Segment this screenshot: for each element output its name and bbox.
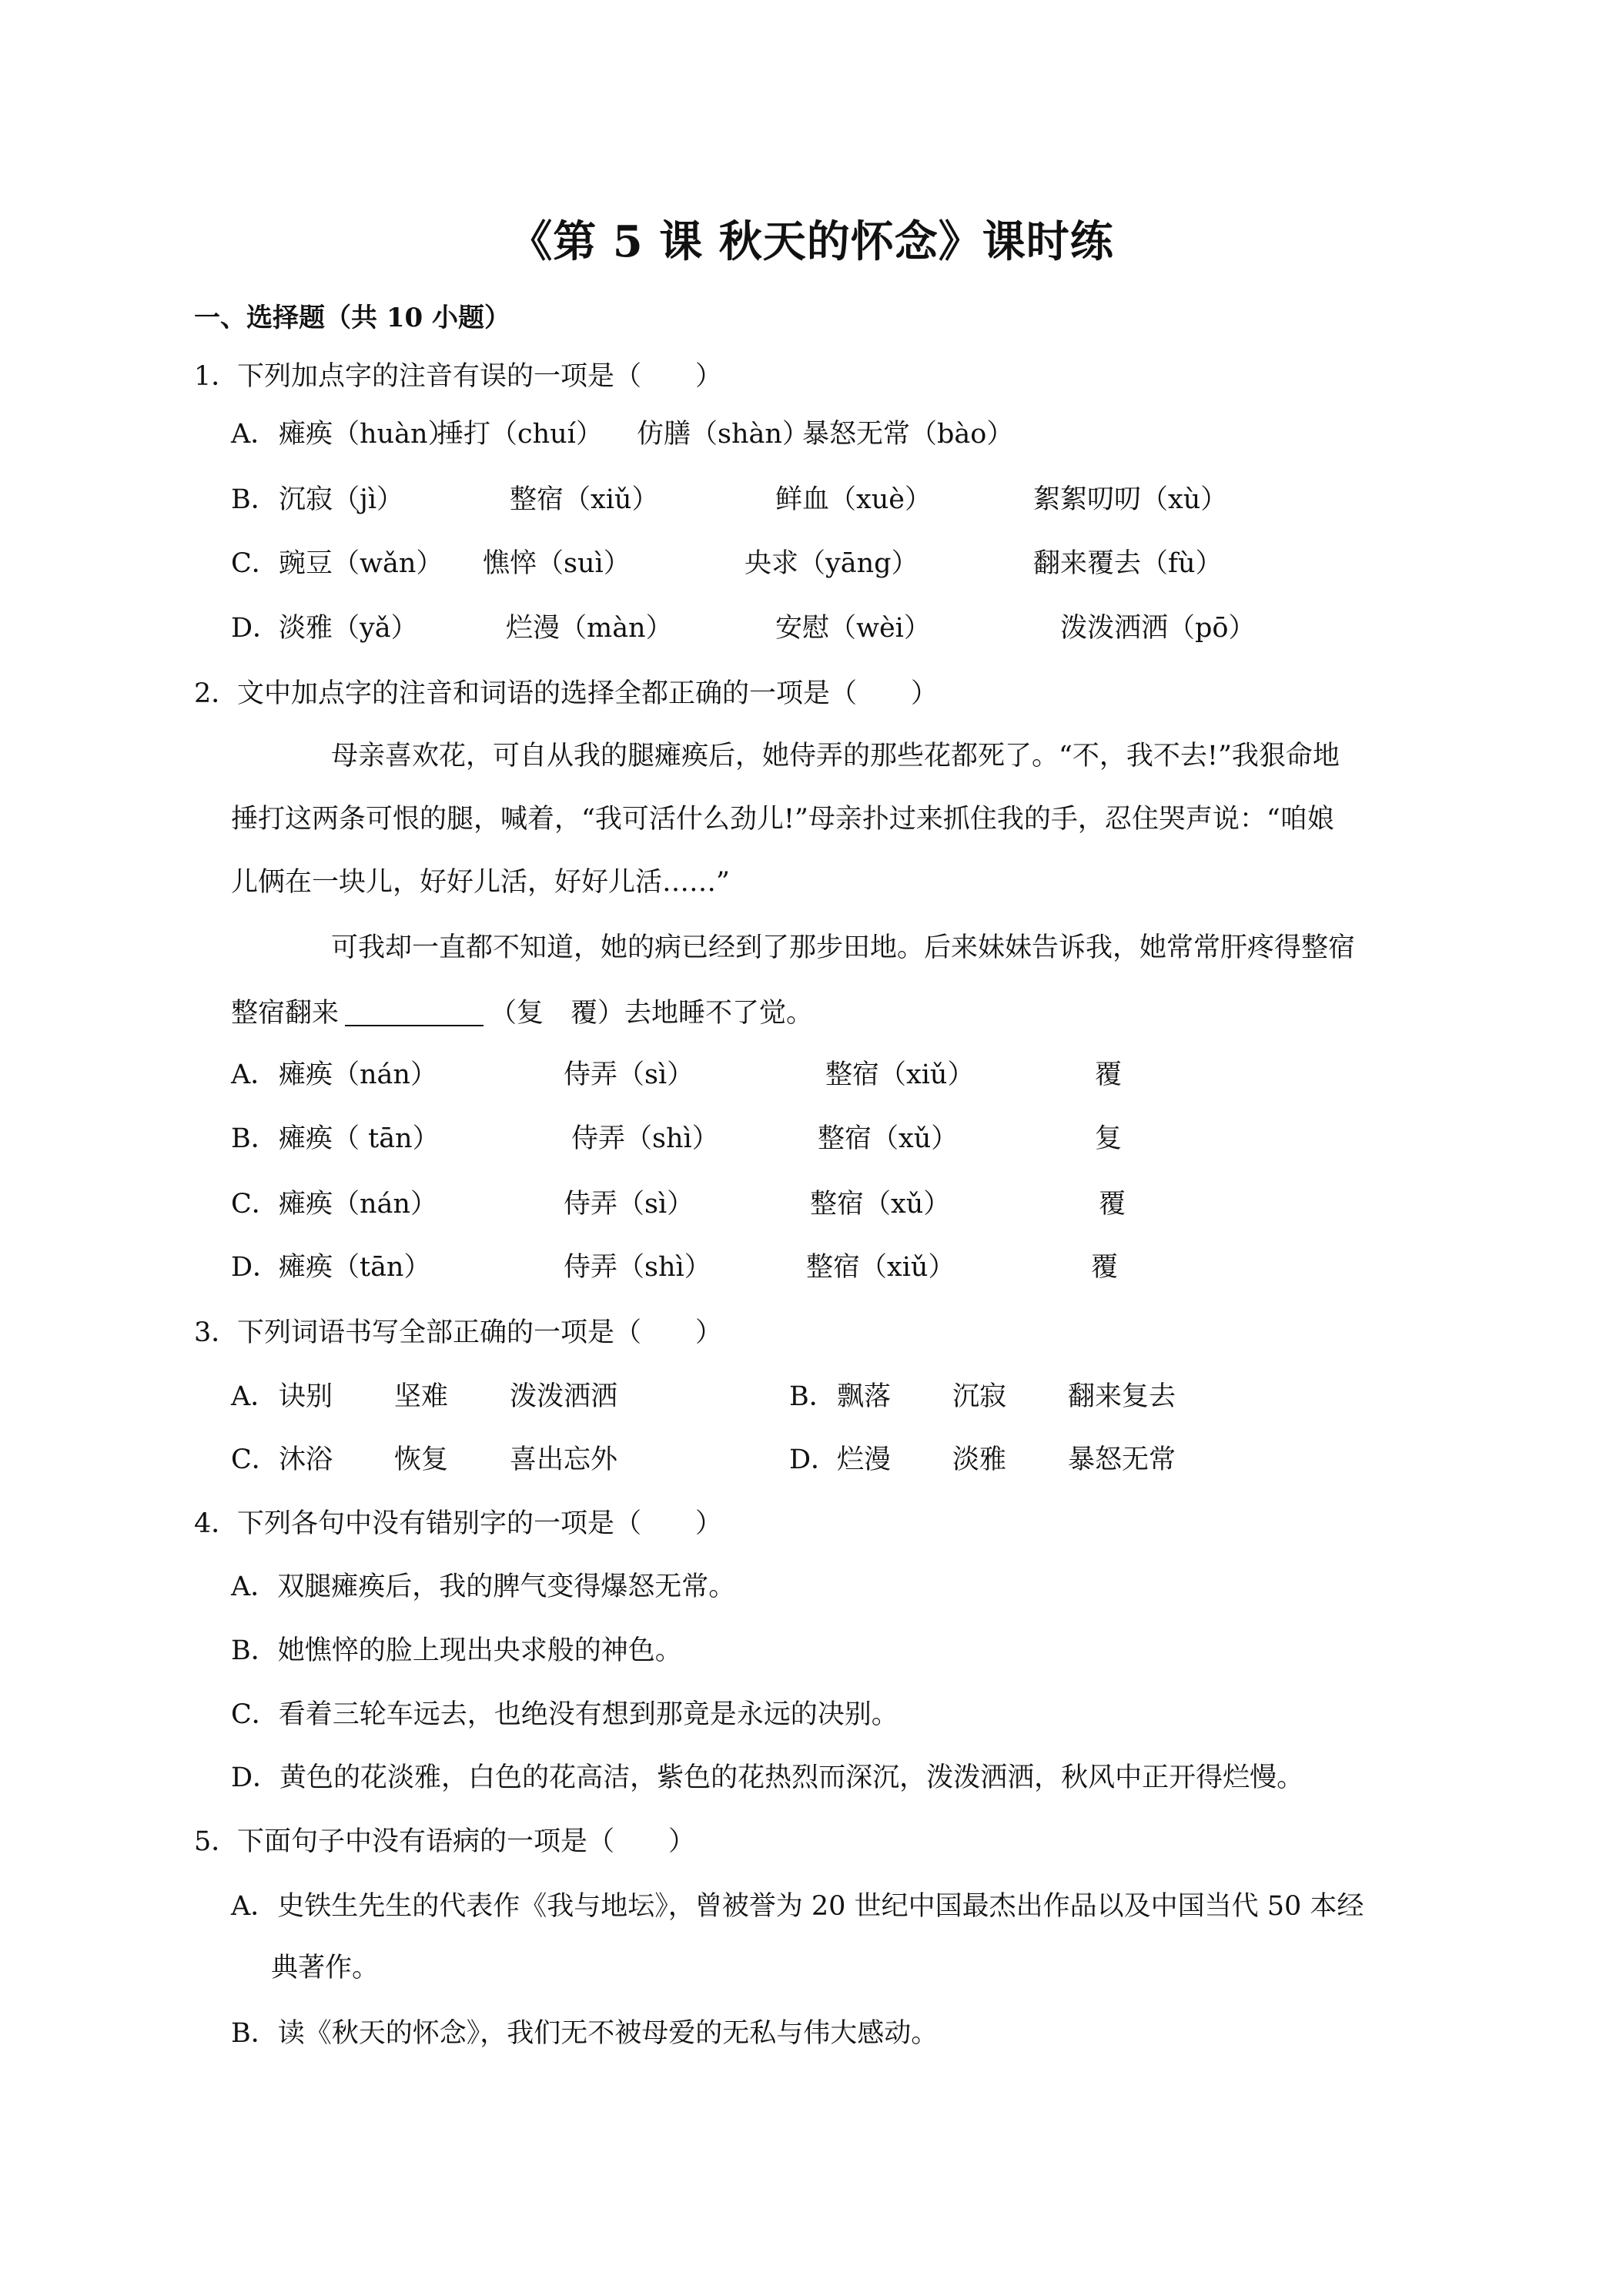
q3-option-b: B．飘落 沉寂 翻来复去 [789, 1381, 1176, 1412]
q1-option-b: B．沉寂（jì） 整宿（xiǔ） 鲜血（xuè） 絮絮叨叨（xù） [231, 484, 1228, 515]
passage-line: 儿俩在一块儿，好好儿活，好好儿活……” [231, 867, 730, 898]
question-2-stem: 文中加点字的注音和词语的选择全都正确的一项是（ ） [237, 678, 939, 709]
fill-blank [345, 997, 484, 1026]
question-4-stem: 下列各句中没有错别字的一项是（ ） [237, 1508, 723, 1539]
q2-option-c: C．瘫痪（nán） 侍弄（sì） 整宿（xǔ） 覆 [231, 1189, 1126, 1220]
passage-line: 捶打这两条可恨的腿，喊着，“我可活什么劲儿!”母亲扑过来抓住我的手，忍住哭声说：“咱娘 [231, 804, 1334, 835]
q5-option-a: A．史铁生先生的代表作《我与地坛》，曾被誉为 20 世纪中国最杰出作品以及中国当代 50 本经 [231, 1891, 1364, 1922]
q5-option-a-cont: 典著作。 [271, 1953, 380, 1983]
q3-option-a: A．诀别 坚难 泼泼洒洒 [231, 1381, 618, 1412]
question-1: 1．下列加点字的注音有误的一项是（ ） [194, 361, 723, 392]
passage-line: 母亲喜欢花，可自从我的腿瘫痪后，她侍弄的那些花都死了。“不，我不去!”我狠命地 [331, 741, 1340, 771]
q4-option-d: D．黄色的花淡雅，白色的花高洁，紫色的花热烈而深沉，泼泼洒洒，秋风中正开得烂慢。 [231, 1762, 1304, 1793]
q2-option-b: B．瘫痪（ tān） 侍弄（shì） 整宿（xǔ） 复 [231, 1123, 1123, 1154]
q5-option-b: B．读《秋天的怀念》，我们无不被母爱的无私与伟大感动。 [231, 2018, 939, 2049]
q4-option-a: A．双腿瘫痪后，我的脾气变得爆怒无常。 [231, 1571, 736, 1602]
q3-option-c: C．沐浴 恢复 喜出忘外 [231, 1444, 618, 1475]
question-1-stem: 下列加点字的注音有误的一项是（ ） [237, 361, 723, 392]
question-3: 3．下列词语书写全部正确的一项是（ ） [194, 1317, 723, 1348]
q3-option-d: D．烂漫 淡雅 暴怒无常 [789, 1444, 1176, 1475]
question-4: 4．下列各句中没有错别字的一项是（ ） [194, 1508, 723, 1539]
q1-option-c: C．豌豆（wǎn） 憔悴（suì） 央求（yāng） 翻来覆去（fù） [231, 548, 1223, 579]
question-5-stem: 下面句子中没有语病的一项是（ ） [237, 1826, 696, 1857]
page-title: 《第 5 课 秋天的怀念》课时练 [509, 216, 1114, 267]
q4-option-b: B．她憔悴的脸上现出央求般的神色。 [231, 1635, 682, 1666]
question-3-stem: 下列词语书写全部正确的一项是（ ） [237, 1317, 723, 1348]
passage-line: 整宿翻来 （复 覆）去地睡不了觉。 [231, 998, 814, 1029]
q2-option-d: D．瘫痪（tān） 侍弄（shì） 整宿（xiǔ） 覆 [231, 1252, 1119, 1283]
q1-option-a: A．瘫痪（huàn）捶打（chuí） 仿膳（shàn）暴怒无常（bào） [231, 419, 1014, 450]
question-2: 2．文中加点字的注音和词语的选择全都正确的一项是（ ） [194, 678, 939, 709]
question-5: 5．下面句子中没有语病的一项是（ ） [194, 1826, 696, 1857]
q2-option-a: A．瘫痪（nán） 侍弄（sì） 整宿（xiǔ） 覆 [231, 1059, 1123, 1090]
q1-option-d: D．淡雅（yǎ） 烂漫（màn） 安慰（wèi） 泼泼洒洒（pō） [231, 613, 1256, 644]
passage-line: 可我却一直都不知道，她的病已经到了那步田地。后来妹妹告诉我，她常常肝疼得整宿 [331, 932, 1356, 963]
q4-option-c: C．看着三轮车远去，也绝没有想到那竟是永远的决别。 [231, 1699, 899, 1730]
section-heading: 一、选择题（共 10 小题） [194, 303, 510, 333]
